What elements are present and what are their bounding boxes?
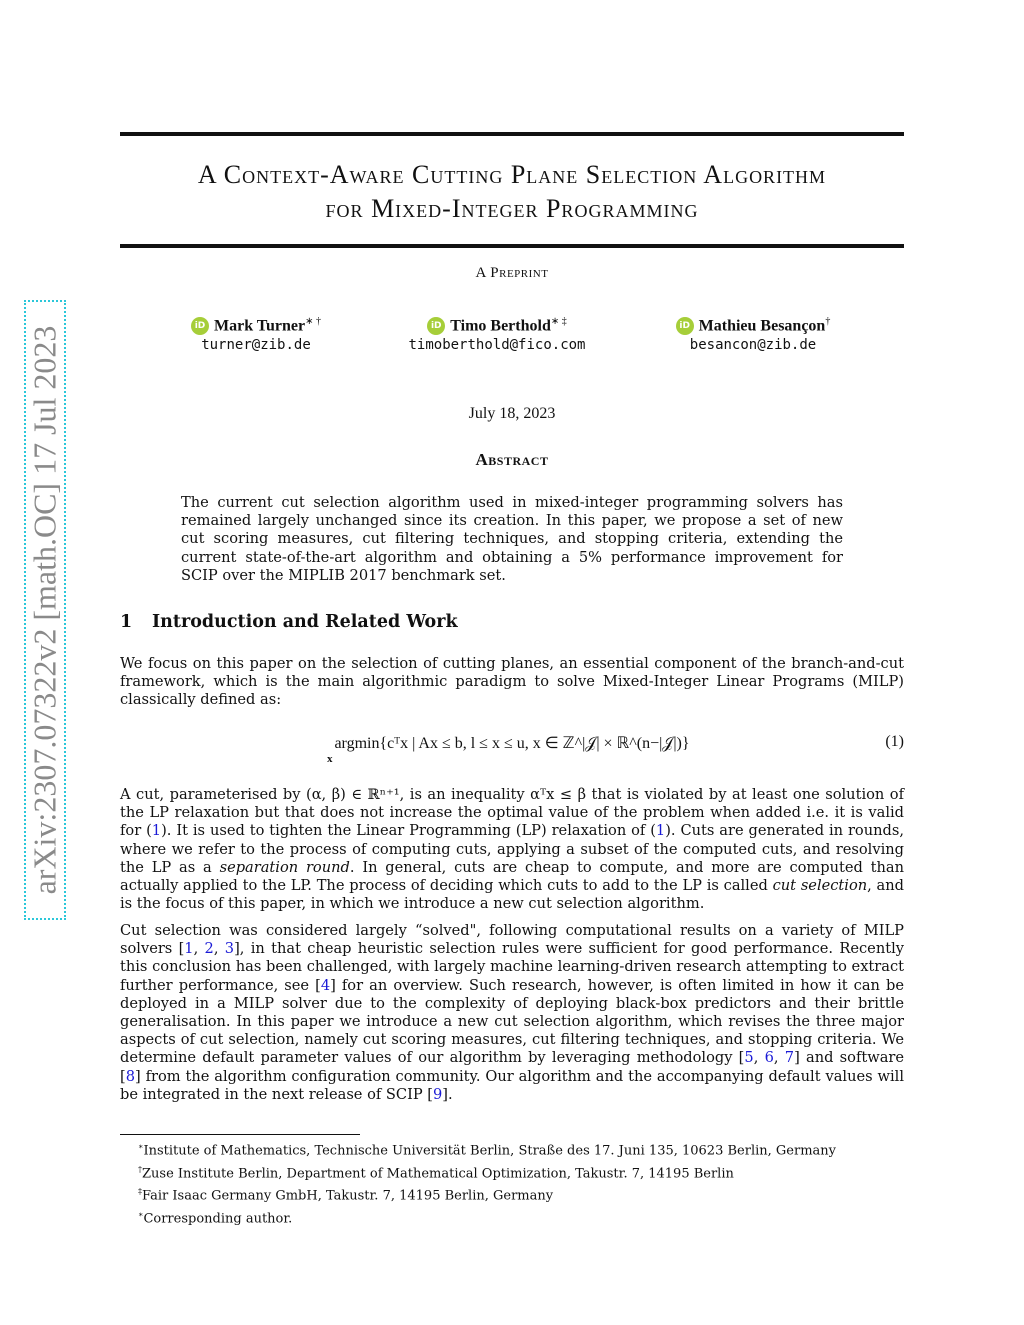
text-run: A cut, parameterised by (α, β) ∈ ℝⁿ⁺¹, is an inequality αᵀx ≤ β that is violated by at least one solution of the LP relaxation but that does not increase the optimal value of the problem when added i.e. it is valid for ( <box>120 786 904 840</box>
footnote-text: Fair Isaac Germany GmbH, Takustr. 7, 14195 Berlin, Germany <box>142 1188 554 1204</box>
orcid-icon[interactable]: iD <box>676 317 694 335</box>
author-affil-marks: ∗ † <box>305 316 321 327</box>
equation-ref[interactable]: 1 <box>151 822 162 840</box>
paper-date: July 18, 2023 <box>468 405 556 422</box>
emphasis-term: cut selection <box>772 877 868 895</box>
citation-link[interactable]: 2 <box>204 940 214 958</box>
intro-paragraph-2 <box>120 786 904 913</box>
footnote-mark: ‡ <box>138 1187 142 1197</box>
citation-link[interactable]: 4 <box>320 976 331 994</box>
author-name: Mathieu Besançon <box>698 317 826 335</box>
citation-link[interactable]: 8 <box>125 1067 135 1085</box>
footnote-mark: ∗ <box>138 1209 144 1219</box>
author-affil-marks: † <box>825 316 831 327</box>
text-run: . In general, cuts are cheap to compute, and more are computed than actually applied to the LP. The process of deciding which cuts to add to the LP is called <box>120 858 905 895</box>
bottom-rule <box>120 244 904 248</box>
text-run: ] and software [ <box>120 1049 905 1085</box>
footnote-mark: ∗ <box>138 1142 144 1151</box>
citation-link[interactable]: 7 <box>784 1049 795 1067</box>
title-line-2: for Mixed-Integer Programming <box>325 194 699 223</box>
footnote <box>138 1183 904 1206</box>
citation-link[interactable]: 3 <box>224 940 235 958</box>
footnotes <box>138 1138 904 1228</box>
author-block <box>658 316 848 353</box>
arxiv-identifier: arXiv:2307.07322v2 [math.OC] 17 Jul 2023 <box>26 325 63 895</box>
section-number: 1 <box>120 612 133 632</box>
top-rule <box>120 132 904 136</box>
author-name: Timo Berthold <box>450 317 551 335</box>
author-email[interactable]: besancon@zib.de <box>689 337 817 354</box>
author-block <box>392 316 602 353</box>
emphasis-term: separation round <box>219 858 350 876</box>
abstract-heading: Abstract <box>475 450 549 469</box>
author-affil-marks: ∗ ‡ <box>550 316 567 327</box>
footnote-text: Zuse Institute Berlin, Department of Mathematical Optimization, Takustr. 7, 14195 Berlin <box>142 1165 734 1181</box>
text-run: ] for an overview. Such research, however, is often limited in how it can be deployed in a MILP solver due to the complexity of deploying black-box predictors and their brittle generalisation. In this paper we introduce a new cut selection algorithm, which revises the three major aspects of cut selection, namely cut scoring measures, cut filtering techniques, and stopping criteria. We determine default parameter values of our algorithm by leveraging methodology [ <box>120 976 905 1067</box>
text-run: , and is the focus of this paper, in which we introduce a new cut selection algorithm. <box>120 877 904 913</box>
text-run: ] from the algorithm configuration community. Our algorithm and the accompanying default values will be integrated in the next release of SCIP [ <box>120 1067 904 1103</box>
footnote <box>138 1138 904 1161</box>
citation-link[interactable]: 9 <box>433 1085 443 1103</box>
arxiv-sidebar <box>24 300 66 920</box>
footnote-rule <box>120 1134 360 1135</box>
equation-body: {cᵀx | Ax ≤ b, l ≤ x ≤ u, x ∈ ℤ^|𝒥| × ℝ^(n−|𝒥|)} <box>379 735 690 752</box>
author-email[interactable]: turner@zib.de <box>201 337 311 354</box>
intro-paragraph-1: We focus on this paper on the selection of cutting planes, an essential component of the branch-and-cut framework, which is the main algorithmic paradigm to solve Mixed-Integer Linear Programs (MILP) classically defined as: <box>120 655 904 709</box>
footnote-text: Corresponding author. <box>143 1210 293 1226</box>
text-run: ], in that cheap heuristic selection rules were sufficient for good performance. Recently this conclusion has been challenged, with largely machine learning-driven research attempting to extract further performance, see [ <box>120 940 904 994</box>
footnote-text: Institute of Mathematics, Technische Universität Berlin, Straße des 17. Juni 135, 10623 Berlin, Germany <box>143 1143 836 1159</box>
section-heading <box>120 612 458 632</box>
footnote-mark: † <box>138 1164 142 1174</box>
preprint-label: A Preprint <box>475 265 549 281</box>
orcid-icon[interactable]: iD <box>191 317 209 335</box>
author-name: Mark Turner <box>213 317 306 335</box>
text-run: ). Cuts are generated in rounds, where we refer to the process of computing cuts, applying a subset of the computed cuts, and resolving the LP as a <box>120 822 904 876</box>
paper-title <box>120 158 904 226</box>
orcid-icon[interactable]: iD <box>427 317 445 335</box>
equation-1 <box>120 733 904 763</box>
citation-link[interactable]: 6 <box>764 1049 774 1067</box>
section-title: Introduction and Related Work <box>152 612 458 632</box>
citation-link[interactable]: 1 <box>184 940 194 958</box>
intro-paragraph-3: Cut selection was considered largely “solved", following computational results on a variety of MILP solvers [1, 2, 3], in that cheap heuristic selection rules were sufficient for good performance. Recently this conclusion has been challenged, with largely machine learning-driven research attempting to extract further performance, see [4] for an overview. Such research, however, is often limited in how it can be deployed in a MILP solver due to the complexity of deploying black-box predictors and their brittle generalisation. In this paper we introduce a new cut selection algorithm, which revises the three major aspects of cut selection, namely cut scoring measures, cut filtering techniques, and stopping criteria. We determine default parameter values of our algorithm by leveraging methodology [5, 6, 7] and software [8] from the algorithm configuration community. Our algorithm and the accompanying default values will be integrated in the next release of SCIP [9]. <box>120 922 905 1103</box>
title-line-1: A Context-Aware Cutting Plane Selection Algorithm <box>197 160 827 189</box>
abstract-text: The current cut selection algorithm used in mixed-integer programming solvers has remained largely unchanged since its creation. In this paper, we propose a set of new cut scoring measures, cut filtering techniques, and stopping criteria, extending the current state-of-the-art algorithm and obtaining a 5% performance improvement for SCIP over the MIPLIB 2017 benchmark set. <box>181 494 843 584</box>
author-email[interactable]: timoberthold@fico.com <box>408 337 586 354</box>
author-block <box>176 316 336 353</box>
footnote <box>138 1206 904 1229</box>
equation-subscript: x <box>327 753 333 765</box>
equation-ref[interactable]: 1 <box>655 822 666 840</box>
equation-number: (1) <box>885 733 904 750</box>
citation-link[interactable]: 5 <box>744 1049 754 1067</box>
footnote <box>138 1161 904 1184</box>
text-run: ). It is used to tighten the Linear Programming (LP) relaxation of ( <box>161 822 656 840</box>
text-run: ]. <box>442 1085 453 1103</box>
text-run: Cut selection was considered largely “solved", following computational results on a variety of MILP solvers [ <box>120 922 904 958</box>
equation-operator: argmin <box>334 735 380 752</box>
